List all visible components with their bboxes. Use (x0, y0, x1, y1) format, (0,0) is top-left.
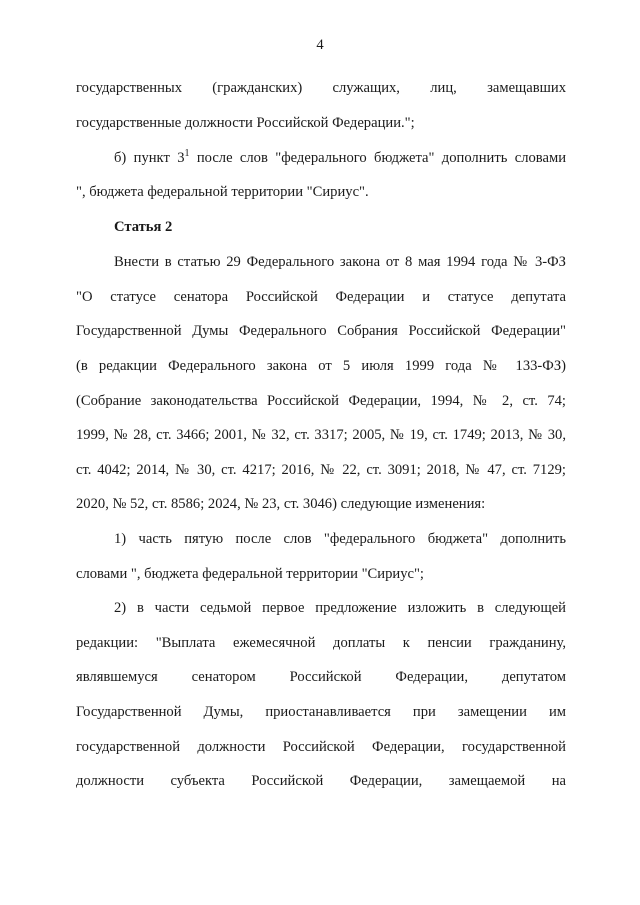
text-line: словами ", бюджета федеральной территории "Сириус"; (76, 566, 424, 582)
text-line: 2) в части седьмой первое предложение изложить в следующей (114, 600, 566, 616)
text-line: 1999, № 28, ст. 3466; 2001, № 32, ст. 3317; 2005, № 19, ст. 1749; 2013, № 30, (76, 427, 566, 443)
text-line: (в редакции Федерального закона от 5 июля 1999 года № 133-ФЗ) (76, 358, 566, 374)
text-line: Внести в статью 29 Федерального закона от 8 мая 1994 года № 3-ФЗ (114, 254, 566, 270)
text-line: редакции: "Выплата ежемесячной доплаты к пенсии гражданину, (76, 635, 566, 651)
text-fragment: б) пункт 3 (114, 150, 185, 166)
text-fragment: после слов "федерального бюджета" дополнить словами (189, 150, 566, 166)
text-line: являвшемуся сенатором Российской Федерации, депутатом (76, 669, 566, 685)
page-number: 4 (316, 37, 324, 53)
text-line: (Собрание законодательства Российской Федерации, 1994, № 2, ст. 74; (76, 393, 566, 409)
text-line: должности субъекта Российской Федерации, замещаемой на (76, 773, 566, 789)
text-line: 2020, № 52, ст. 8586; 2024, № 23, ст. 3046) следующие изменения: (76, 496, 486, 512)
text-line: государственных (гражданских) служащих, лиц, замещавших (76, 80, 566, 96)
text-line: Государственной Думы Федерального Собрания Российской Федерации" (76, 323, 566, 339)
text-line: "О статусе сенатора Российской Федерации и статусе депутата (76, 289, 566, 305)
text-line: 1) часть пятую после слов "федерального бюджета" дополнить (114, 531, 566, 547)
text-line: государственной должности Российской Федерации, государственной (76, 739, 566, 755)
text-line (114, 150, 566, 167)
superscript: 1 (184, 148, 190, 160)
text-line: ", бюджета федеральной территории "Сириус". (76, 184, 369, 200)
article-heading: Статья 2 (114, 219, 173, 235)
text-line: Государственной Думы, приостанавливается при замещении им (76, 704, 566, 720)
text-line: ст. 4042; 2014, № 30, ст. 4217; 2016, № 22, ст. 3091; 2018, № 47, ст. 7129; (76, 462, 566, 478)
text-line: государственные должности Российской Федерации."; (76, 115, 415, 131)
